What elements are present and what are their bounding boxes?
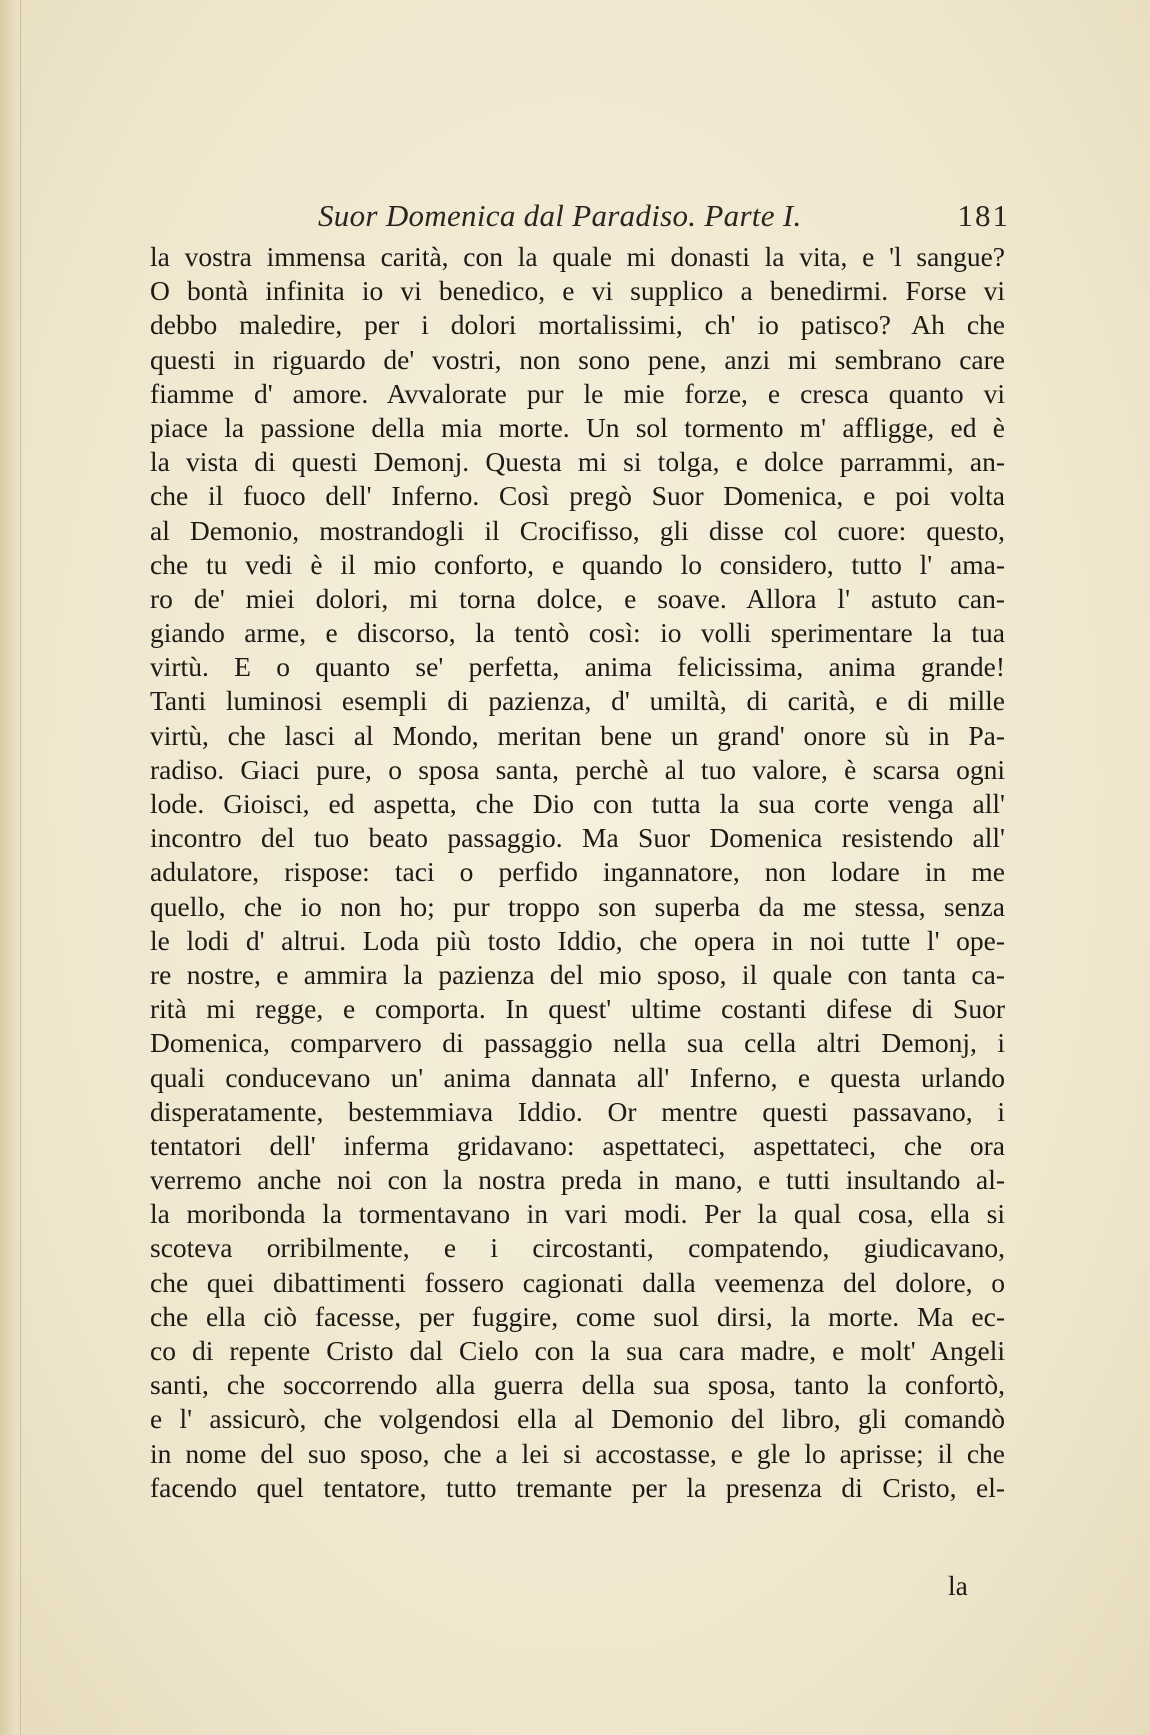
- text-line: incontro del tuo beato passaggio. Ma Suor Domenica resistendo all': [150, 822, 1005, 854]
- text-line: Domenica, comparvero di passaggio nella sua cella altri Demonj, i: [150, 1027, 1005, 1059]
- page-gutter-shadow: [0, 0, 26, 1735]
- text-line: la vista di questi Demonj. Questa mi si tolga, e dolce parrammi, an-: [150, 446, 1005, 478]
- text-line: verremo anche noi con la nostra preda in mano, e tutti insultando al-: [150, 1164, 1005, 1196]
- text-line: e l' assicurò, che volgendosi ella al Demonio del libro, gli comandò: [150, 1403, 1005, 1435]
- text-line: la vostra immensa carità, con la quale mi donasti la vita, e 'l sangue?: [150, 241, 1005, 272]
- text-line: le lodi d' altrui. Loda più tosto Iddio, che opera in noi tutte l' ope-: [150, 924, 1005, 956]
- text-line: virtù. E o quanto se' perfetta, anima felicissima, anima grande!: [150, 651, 1005, 683]
- page-fold-line: [20, 0, 21, 1735]
- text-line: al Demonio, mostrandogli il Crocifisso, gli disse col cuore: questo,: [150, 514, 1005, 546]
- text-line: radiso. Giaci pure, o sposa santa, perchè al tuo valore, è scarsa ogni: [150, 753, 1005, 785]
- text-line: giando arme, e discorso, la tentò così: io volli sperimentare la tua: [150, 617, 1005, 649]
- text-line: lode. Gioisci, ed aspetta, che Dio con tutta la sua corte venga all': [150, 788, 1005, 819]
- text-line: debbo maledire, per i dolori mortalissimi, ch' io patisco? Ah che: [150, 309, 1005, 341]
- text-line: re nostre, e ammira la pazienza del mio sposo, il quale con tanta ca-: [150, 958, 1005, 990]
- running-head: Suor Domenica dal Paradiso. Parte I.: [318, 198, 802, 233]
- text-line: co di repente Cristo dal Cielo con la sua cara madre, e molt' Angeli: [150, 1335, 1005, 1366]
- text-line: questi in riguardo de' vostri, non sono pene, anzi mi sembrano care: [150, 343, 1005, 375]
- text-line: facendo quel tentatore, tutto tremante per la presenza di Cristo, el-: [150, 1471, 1005, 1503]
- text-line: piace la passione della mia morte. Un sol tormento m' affligge, ed è: [150, 411, 1005, 443]
- text-line: che tu vedi è il mio conforto, e quando lo considero, tutto l' ama-: [150, 548, 1005, 580]
- text-line: O bontà infinita io vi benedico, e vi supplico a benedirmi. Forse vi: [150, 275, 1005, 307]
- text-line: rità mi regge, e comporta. In quest' ultime costanti difese di Suor: [150, 993, 1005, 1025]
- catchword: la: [948, 1570, 968, 1601]
- page-header: [150, 198, 1010, 242]
- text-line: ro de' miei dolori, mi torna dolce, e soave. Allora l' astuto can-: [150, 582, 1005, 614]
- text-line: disperatamente, bestemmiava Iddio. Or mentre questi passavano, i: [150, 1095, 1005, 1127]
- text-line: in nome del suo sposo, che a lei si accostasse, e gle lo aprisse; il che: [150, 1437, 1005, 1469]
- page-number: 181: [957, 198, 1010, 233]
- text-line: Tanti luminosi esempli di pazienza, d' umiltà, di carità, e di mille: [150, 685, 1005, 717]
- text-line: la moribonda la tormentavano in vari modi. Per la qual cosa, ella si: [150, 1198, 1005, 1230]
- text-line: quali conducevano un' anima dannata all' Inferno, e questa urlando: [150, 1061, 1005, 1093]
- text-line: virtù, che lasci al Mondo, meritan bene un grand' onore sù in Pa-: [150, 719, 1005, 751]
- text-line: fiamme d' amore. Avvalorate pur le mie forze, e cresca quanto vi: [150, 377, 1005, 409]
- text-line: quello, che io non ho; pur troppo son superba da me stessa, senza: [150, 890, 1005, 922]
- text-line: che ella ciò facesse, per fuggire, come suol dirsi, la morte. Ma ec-: [150, 1300, 1005, 1332]
- text-line: santi, che soccorrendo alla guerra della sua sposa, tanto la confortò,: [150, 1369, 1005, 1401]
- text-line: che quei dibattimenti fossero cagionati dalla veemenza del dolore, o: [150, 1266, 1005, 1298]
- text-line: che il fuoco dell' Inferno. Così pregò Suor Domenica, e poi volta: [150, 480, 1005, 512]
- text-line: adulatore, rispose: taci o perfido ingannatore, non lodare in me: [150, 856, 1005, 888]
- body-text: [150, 240, 1005, 1505]
- text-line: tentatori dell' inferma gridavano: aspettateci, aspettateci, che ora: [150, 1129, 1005, 1161]
- text-line: scoteva orribilmente, e i circostanti, compatendo, giudicavano,: [150, 1232, 1005, 1264]
